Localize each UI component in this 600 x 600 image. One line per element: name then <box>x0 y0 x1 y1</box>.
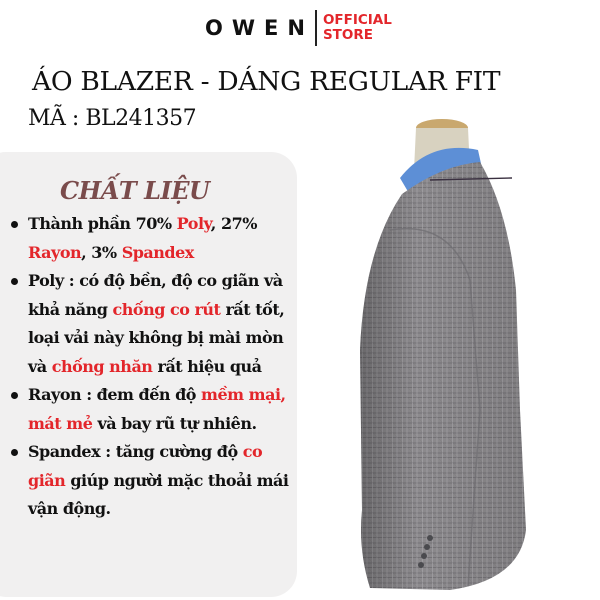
sku-label: MÃ : <box>28 106 79 131</box>
material-list-item <box>8 210 293 267</box>
body-text: , 3% <box>81 242 122 262</box>
body-text: , 27% <box>210 214 257 233</box>
body-text: rất hiệu quả <box>152 356 262 376</box>
highlight-text: co giãn <box>28 442 263 490</box>
brand-logo: OWEN <box>205 16 314 40</box>
official-store-line1: OFFICIAL <box>322 12 392 28</box>
material-list <box>8 210 293 524</box>
brand-header <box>205 8 392 48</box>
official-store-label <box>323 13 392 43</box>
product-image <box>330 110 600 600</box>
product-sku <box>28 106 196 131</box>
highlight-text: Spandex <box>121 242 194 262</box>
sku-value: BL241357 <box>85 106 197 131</box>
material-list-item <box>8 381 293 438</box>
highlight-text: Poly <box>176 214 211 233</box>
body-text: và bay rũ tự nhiên. <box>92 413 257 433</box>
body-text: Rayon : đem đến độ <box>28 385 202 404</box>
body-text: Spandex : tăng cường độ <box>28 442 243 461</box>
material-list-item <box>8 267 293 381</box>
brand-divider <box>315 10 317 46</box>
body-text: Poly : có độ bền, độ co giãn và khả năng <box>28 271 283 319</box>
material-heading: CHẤT LIỆU <box>60 176 210 205</box>
bullet-icon <box>11 449 18 456</box>
highlight-text: chống co rút <box>112 299 221 319</box>
body-text: rất tốt, loại vải này không bị mài mòn và <box>28 299 285 376</box>
material-list-item <box>8 438 293 524</box>
bullet-icon <box>11 221 18 228</box>
highlight-text: Rayon <box>28 242 82 262</box>
bullet-icon <box>11 392 18 399</box>
highlight-text: mềm mại, mát mẻ <box>28 385 286 433</box>
body-text: Thành phần 70% <box>28 214 177 233</box>
body-text: giúp người mặc thoải mái vận động. <box>28 470 289 518</box>
highlight-text: chống nhăn <box>51 356 153 376</box>
product-title: ÁO BLAZER - DÁNG REGULAR FIT <box>32 66 501 97</box>
official-store-line2: STORE <box>322 27 373 43</box>
bullet-icon <box>11 278 18 285</box>
